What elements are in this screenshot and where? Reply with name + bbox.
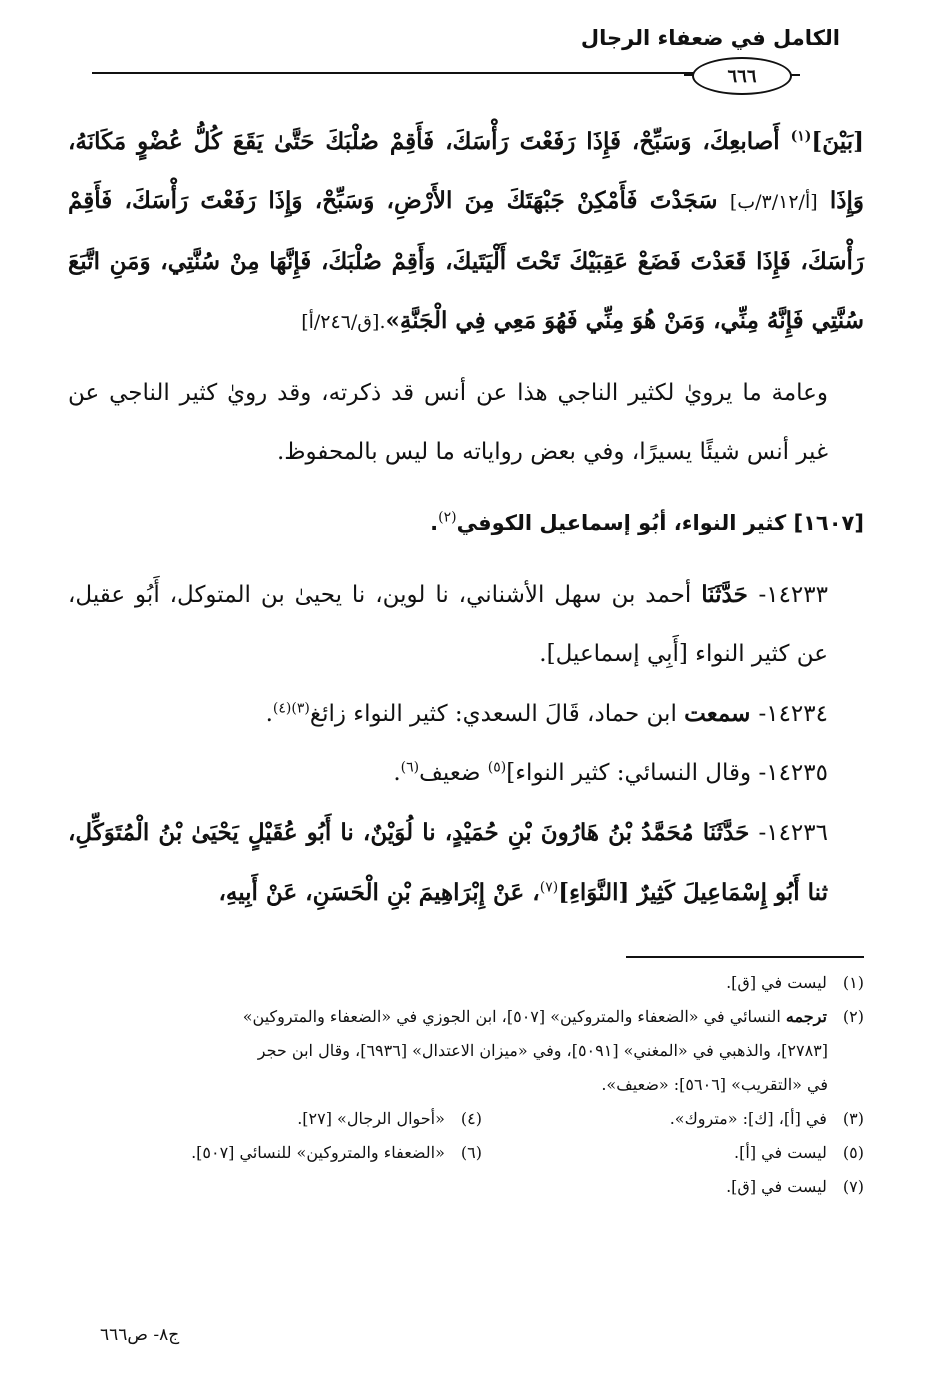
footnote-text: ليست في [ق]. [726,973,827,992]
footnote-number: (٧) [842,1177,864,1196]
footnote-5 [482,1136,864,1170]
hadith-body: وقال النسائي: كثير النواء] [506,760,759,786]
footnote-2 [68,1000,864,1034]
footnote-number: (٥) [842,1143,864,1162]
footnote-6 [100,1136,482,1170]
hadith-body-2: ضعيف [419,760,488,786]
footnote-text: «أحوال الرجال» [٢٧]. [297,1109,445,1128]
hadith-end: ، عَنْ إِبْرَاهِيمَ بْنِ الْحَسَنِ، عَنْ أَبِيهِ، [218,879,540,906]
page-number: ٦٦٦ [727,65,757,87]
footnote-number: (٢) [842,1007,864,1026]
hadith-text-part2: سَجَدْتَ فَأَمْكِنْ جَبْهَتَكَ مِنَ الأَرْضِ، وَسَبِّحْ، وَإِذَا رَفَعْتَ رَأْسَكَ، فَأَقِمْ رَأْسَكَ، فَإِذَا قَعَدْتَ فَضَعْ عَقِبَيْكَ تَحْتَ أَلْيَتَيكَ، وَأَقِمْ صُلْبَكَ، فَإِنَّهَا مِنْ سُنَّتِي، وَمَنِ اتَّبَعَ سُنَّتِي فَإِنَّهُ مِنِّي، وَمَنْ هُوَ مِنِّي فَهُوَ مَعِي فِي الْجَنَّةِ» [68,187,864,334]
footnote-2-continued: [٢٧٨٣]، والذهبي في «المغني» [٥٠٩١]، وفي «ميزان الاعتدال» [٦٩٣٦]، وقال ابن حجر [257,1041,828,1060]
hadith-number: ١٤٢٣٦- [758,820,828,846]
hadith-text-paragraph [68,112,864,352]
hadith-end: . [265,701,273,727]
hadith-end: . [393,760,401,786]
badge-right-tick [790,74,800,76]
entry-heading-end: . [430,511,439,535]
footnote-text: النسائي في «الضعفاء والمتروكين» [٥٠٧]، ابن الجوزي في «الضعفاء والمتروكين» [242,1007,786,1026]
footnote-marker-6: (٦) [400,759,420,776]
end-ref: .[ق/٢٤٦/أ] [301,311,386,333]
footnote-text: في [أ]، [ك]: «متروك». [669,1109,827,1128]
hadith-body: ابن حماد، قَالَ السعدي: كثير النواء زائغ [309,701,685,727]
footnote-number: (٤) [460,1109,482,1128]
footnote-marker-1: (١) [790,128,812,145]
footnote-text: «الضعفاء والمتروكين» للنسائي [٥٠٧]. [191,1143,445,1162]
transmission-term: حَدَّثَنَا [702,819,759,846]
hadith-body: أحمد بن سهل الأشناني، نا لوين، نا يحيىٰ بن المتوكل، أَبُو عقيل، عن كثير النواء [أَبِي إسماعيل]. [68,582,828,667]
hadith-text-part1: أَصابعِكَ، وَسَبِّحْ، فَإِذَا رَفَعْتَ رَأْسَكَ، فَأَقِمْ صُلْبَكَ حَتَّىٰ يَقَعَ كُلُّ عُضْوٍ مَكَانَهُ، وَإِذَا [68,128,864,214]
footnote-row [68,1102,864,1136]
footnote-1 [68,966,864,1000]
footnote-lead: ترجمه [785,1007,827,1026]
footnotes [68,966,864,1204]
entry-heading [68,494,864,553]
footnote-text: ليست في [أ]. [734,1143,827,1162]
hadith-body: مُحَمَّدُ بْنُ هَارُونَ بْنِ حُمَيْدٍ، نا لُوَيْنٌ، نا أَبُو عُقَيْلٍ يَحْيَىٰ بْنُ الْمُتَوَكِّلِ، ثنا أَبُو إِسْمَاعِيلَ كَثِيرٌ [النَّوَاءِ] [68,819,828,906]
spacer [68,553,864,565]
hadith-14234 [68,684,864,744]
badge-left-tick [684,74,694,76]
hadith-14233 [68,565,864,684]
footnote-marker-5: (٥) [487,759,507,776]
footnote-4 [100,1102,482,1136]
volume-page-ref: ج٨- ص٦٦٦ [100,1325,180,1345]
spacer [68,482,864,494]
footnote-2-continued: في «التقريب» [٥٦٠٦]: «ضعيف». [601,1075,828,1094]
footnote-marker-3-4: (٣)(٤) [272,700,310,717]
footnote-marker-7: (٧) [539,879,559,896]
transmission-term: حَدَّثَنَا [701,581,759,608]
footnote-number: (٣) [842,1109,864,1128]
footnote-7 [68,1170,864,1204]
footnote-3 [482,1102,864,1136]
main-text [68,112,864,923]
footnote-marker-2: (٢) [438,509,457,526]
running-head-title: الكامل في ضعفاء الرجال [580,26,840,50]
footnote-rule [626,956,864,958]
manuscript-ref: [أ/٣/١٢/ب] [729,191,818,213]
hadith-number: ١٤٢٣٣- [758,582,828,608]
hadith-number: ١٤٢٣٤- [758,701,828,727]
footnote-number: (٦) [460,1143,482,1162]
hadith-14236 [68,803,864,923]
header-rule [92,72,782,74]
entry-heading-text: [١٦٠٧] كثير النواء، أبُو إسماعيل الكوفي [456,511,864,535]
commentary-paragraph: وعامة ما يرويٰ لكثير الناجي هذا عن أنس قد ذكرته، وقد رويٰ كثير الناجي عن غير أنس شيئًا يسيرًا، وفي بعض رواياته ما ليس بالمحفوظ. [68,380,828,465]
bracket-word: [بَيْنَ] [811,128,864,155]
footnote-number: (١) [842,973,864,992]
footnote-text: ليست في [ق]. [726,1177,827,1196]
hadith-number: ١٤٢٣٥- [758,760,828,786]
footnote-row [68,1136,864,1170]
transmission-term: سمعت [684,700,759,727]
page-number-badge [692,57,792,95]
hadith-14235 [68,744,864,803]
spacer [68,352,864,364]
